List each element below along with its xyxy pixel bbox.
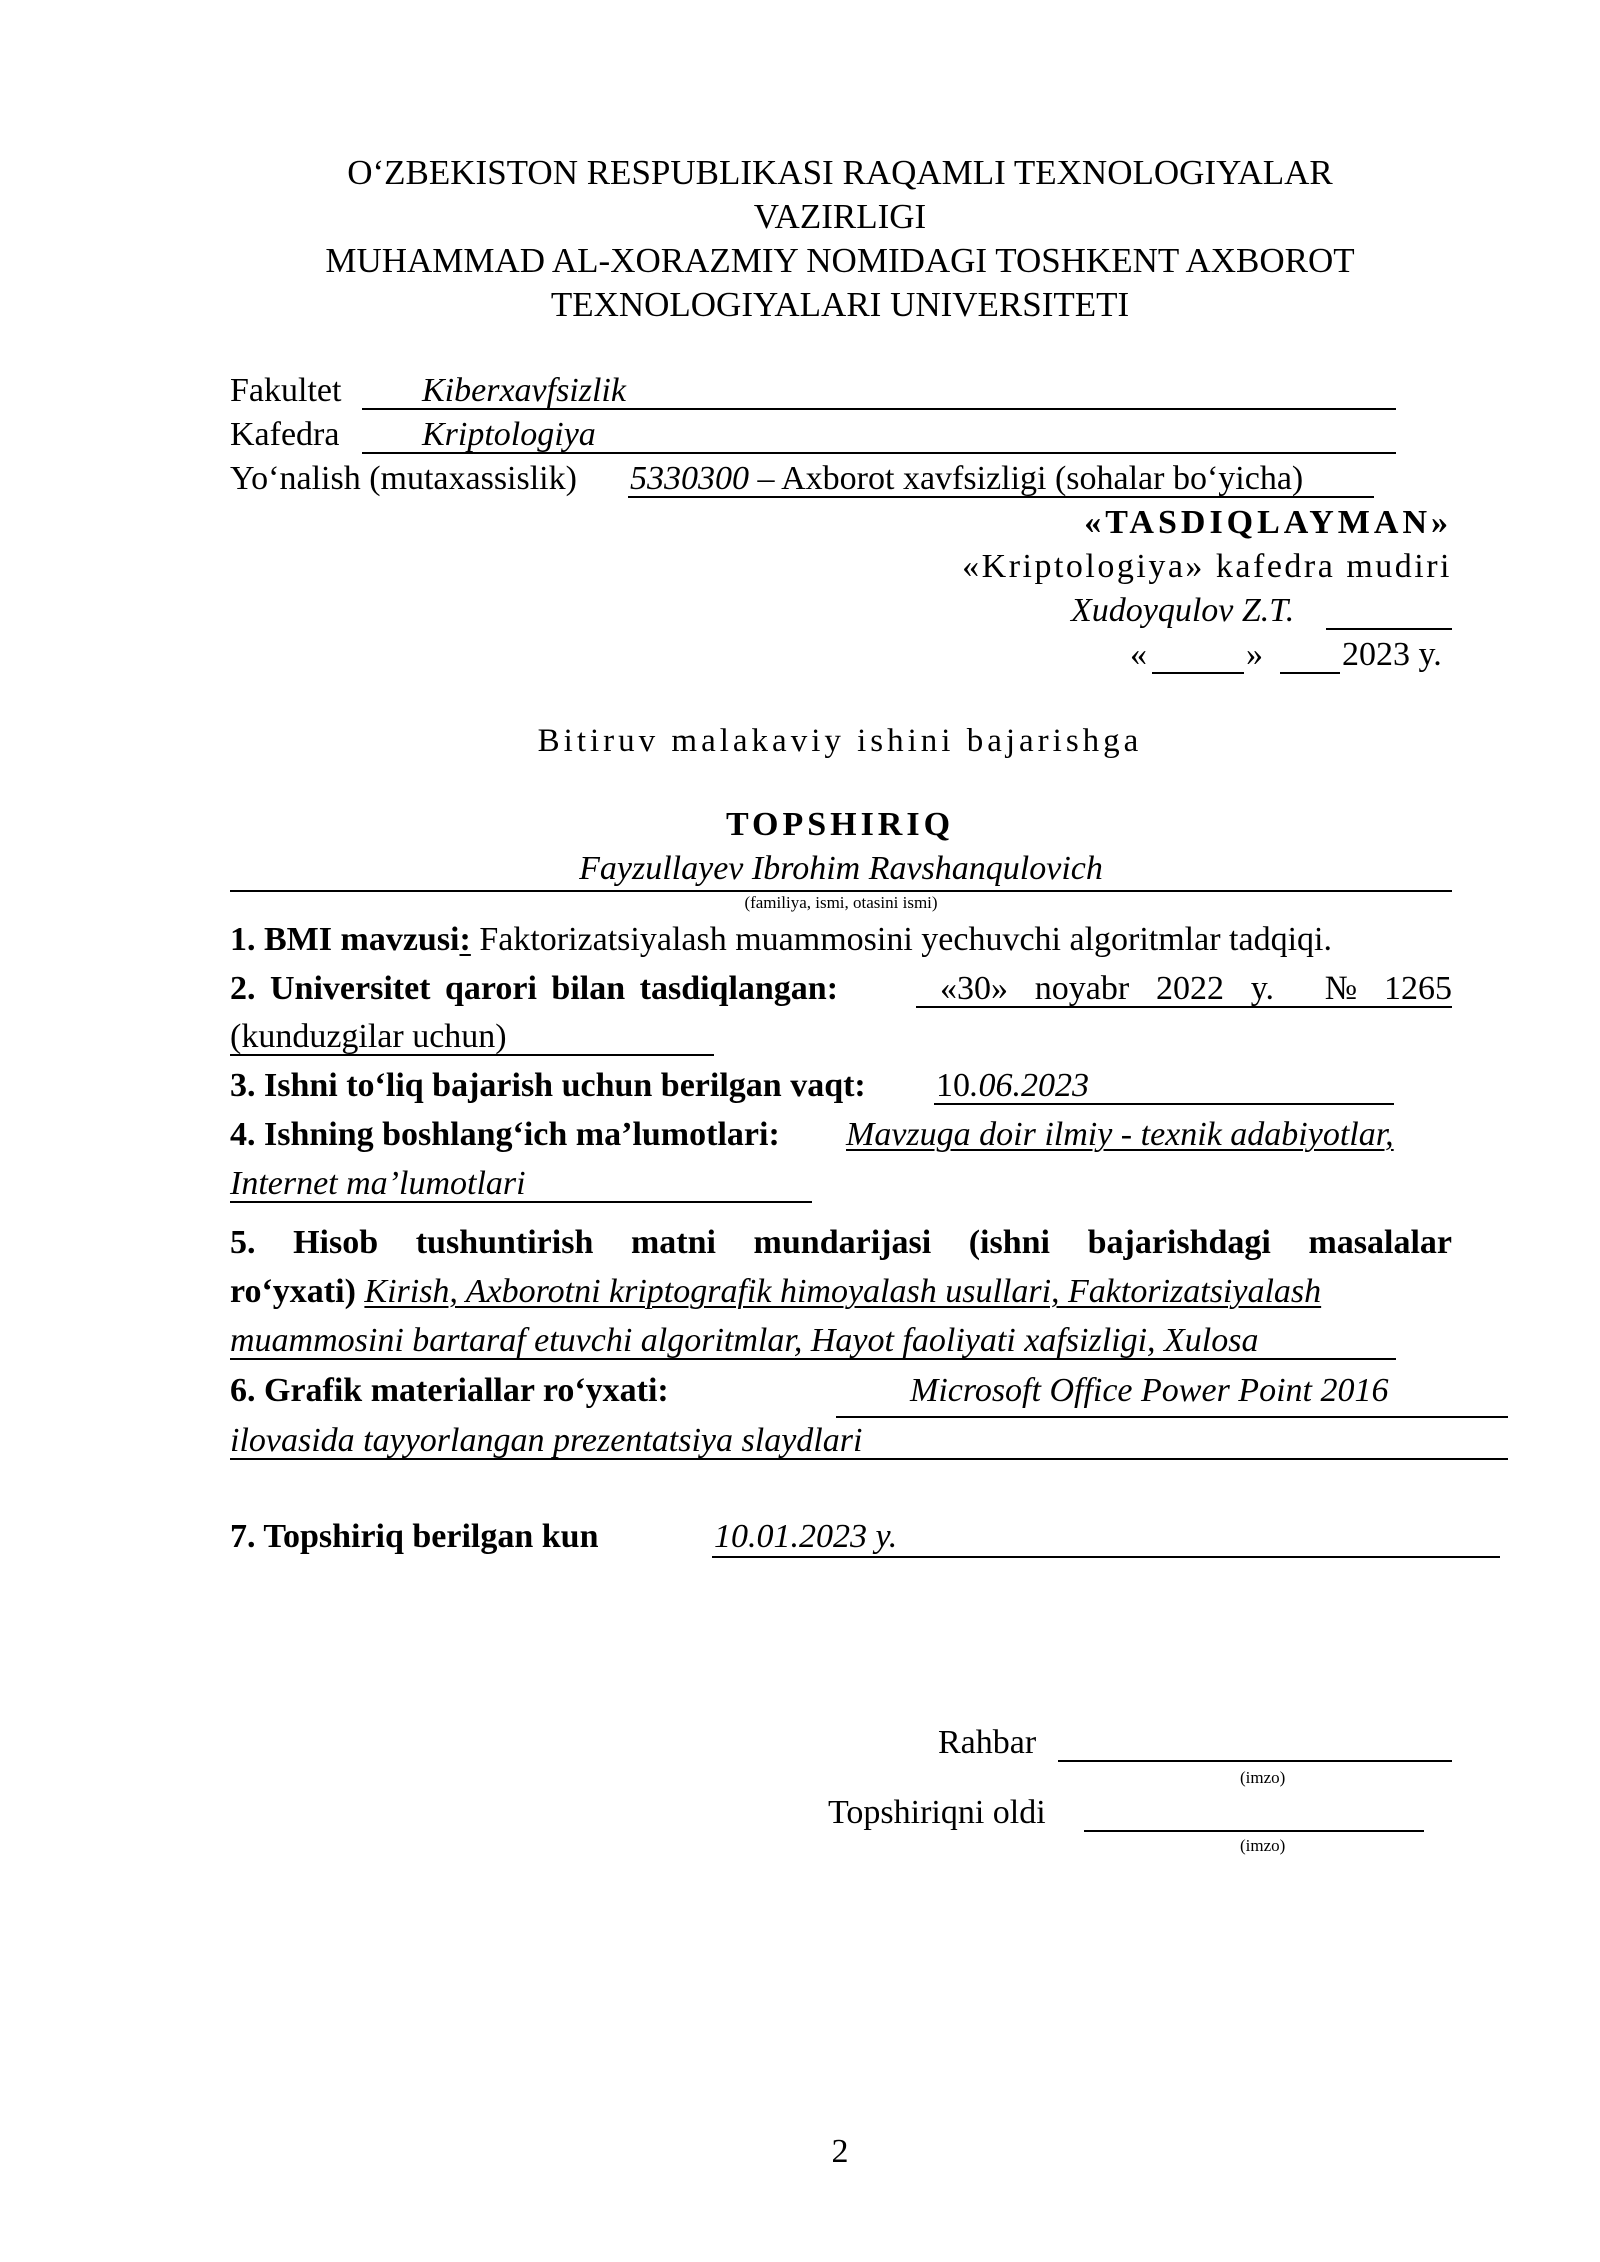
item-5-value: Kirish, Axborotni kriptografik himoyalash usullari, Faktorizatsiyalash xyxy=(364,1273,1322,1310)
direction-value: – Axborot xavfsizligi (sohalar bo‘yicha) xyxy=(749,460,1304,497)
item-4-value: Mavzuga doir ilmiy - texnik adabiyotlar, xyxy=(846,1116,1394,1153)
approval-month-blank xyxy=(1280,672,1340,674)
approval-date-mid: » xyxy=(1246,636,1263,673)
item-4-label: 4. Ishning boshlang‘ich ma’lumotlari: xyxy=(230,1116,780,1153)
item-1 xyxy=(230,919,1332,961)
item-6-line-2-underline xyxy=(230,1458,1508,1460)
item-2-number-sign: № xyxy=(1324,970,1358,1007)
student-name: Fayzullayev Ibrohim Ravshanqulovich xyxy=(579,850,1103,887)
item-7-value: 10.01.2023 y. xyxy=(714,1518,898,1555)
page-number: 2 xyxy=(831,2133,849,2170)
item-3-label: 3. Ishni to‘liq bajarish uchun berilgan vaqt: xyxy=(230,1067,866,1104)
direction-code: 5330300 xyxy=(630,460,749,497)
receiver-label: Topshiriqni oldi xyxy=(828,1794,1046,1831)
item-6-underline xyxy=(836,1416,1508,1418)
direction-field xyxy=(630,458,1303,500)
department-label: Kafedra xyxy=(230,416,340,453)
item-2-date-month: noyabr xyxy=(1034,970,1130,1007)
item-1-colon: : xyxy=(459,921,471,958)
item-2-line-2-underline xyxy=(230,1054,714,1056)
approval-role: «Kriptologiya» kafedra mudiri xyxy=(962,548,1452,585)
item-2-date-suffix: y. xyxy=(1250,970,1275,1007)
item-3-value-rest: .06.2023 xyxy=(970,1067,1089,1104)
student-name-underline xyxy=(230,890,1452,892)
item-2-label: 2. Universitet qarori bilan tasdiqlangan: xyxy=(230,970,839,1007)
approval-date-open: « xyxy=(1130,636,1147,673)
item-1-label: 1. BMI mavzusi xyxy=(230,921,460,958)
student-name-caption: (familiya, ismi, otasini ismi) xyxy=(744,893,938,912)
item-2-value xyxy=(940,968,1452,1010)
item-4-line-2-underline xyxy=(230,1201,812,1203)
item-5-label: 5. Hisob tushuntirish matni mundarijasi (ishni bajarishdagi masalalar xyxy=(230,1224,1452,1261)
item-5-line-3-underline xyxy=(230,1358,1396,1360)
item-3-value xyxy=(936,1065,1089,1107)
item-2-date-day: «30» xyxy=(940,970,1008,1007)
approval-year: 2023 y. xyxy=(1342,636,1442,673)
approver-name: Xudoyqulov Z.T. xyxy=(1071,592,1295,629)
direction-label: Yo‘nalish (mutaxassislik) xyxy=(230,460,577,497)
item-5-line-2 xyxy=(230,1271,1321,1313)
document-title: TOPSHIRIQ xyxy=(725,806,955,843)
supervisor-label: Rahbar xyxy=(938,1724,1037,1761)
item-1-value: Faktorizatsiyalash muammosini yechuvchi algoritmlar tadqiqi. xyxy=(470,921,1332,958)
item-5-value-line-3: muammosini bartaraf etuvchi algoritmlar, Hayot faoliyati xafsizligi, Xulosa xyxy=(230,1322,1259,1359)
item-2-date-year: 2022 xyxy=(1155,970,1224,1007)
ministry-line-1: O‘ZBEKISTON RESPUBLIKASI RAQAMLI TEXNOLOGIYALAR xyxy=(347,153,1333,192)
item-3-value-day: 10 xyxy=(936,1067,970,1104)
item-6-value: Microsoft Office Power Point 2016 xyxy=(910,1372,1389,1409)
faculty-value: Kiberxavfsizlik xyxy=(422,372,626,409)
approval-day-blank xyxy=(1152,672,1244,674)
item-2-value-line-2: (kunduzgilar uchun) xyxy=(230,1018,507,1055)
item-6-value-line-2: ilovasida tayyorlangan prezentatsiya slaydlari xyxy=(230,1422,863,1459)
supervisor-signature-line xyxy=(1058,1760,1452,1762)
receiver-signature-caption: (imzo) xyxy=(1240,1836,1286,1855)
item-6-label: 6. Grafik materiallar ro‘yxati: xyxy=(230,1372,669,1409)
department-value: Kriptologiya xyxy=(422,416,596,453)
university-line-1: MUHAMMAD AL-XORAZMIY NOMIDAGI TOSHKENT AXBOROT xyxy=(325,241,1355,280)
approver-signature-line xyxy=(1326,628,1452,630)
receiver-signature-line xyxy=(1084,1830,1424,1832)
item-2-number: 1265 xyxy=(1384,970,1452,1007)
ministry-line-2: VAZIRLIGI xyxy=(753,197,927,236)
faculty-label: Fakultet xyxy=(230,372,342,409)
item-5-label-end: ro‘yxati) xyxy=(230,1273,356,1310)
supervisor-signature-caption: (imzo) xyxy=(1240,1768,1286,1787)
approval-title: «TASDIQLAYMAN» xyxy=(1084,504,1452,541)
item-7-label: 7. Topshiriq berilgan kun xyxy=(230,1518,599,1555)
item-4-value-line-2: Internet ma’lumotlari xyxy=(230,1165,526,1202)
university-line-2: TEXNOLOGIYALARI UNIVERSITETI xyxy=(550,285,1130,324)
document-subtitle: Bitiruv malakaviy ishini bajarishga xyxy=(537,723,1143,759)
